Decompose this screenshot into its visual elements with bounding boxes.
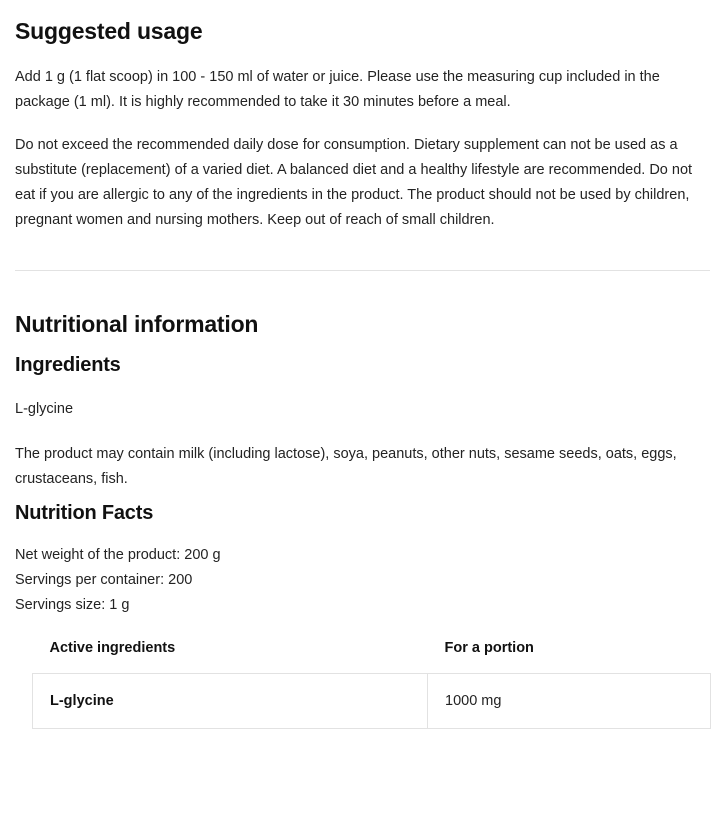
table-header-row xyxy=(33,640,711,674)
column-header-active-ingredients: Active ingredients xyxy=(49,640,176,656)
nutrition-facts-heading: Nutrition Facts xyxy=(15,502,154,524)
nutritional-information-heading: Nutritional information xyxy=(15,311,259,337)
page-title: Suggested usage xyxy=(15,18,203,44)
table-body xyxy=(33,674,711,729)
cell-ingredient-amount: 1000 mg xyxy=(428,674,711,729)
spacer xyxy=(15,338,710,354)
spacer xyxy=(15,492,710,502)
ingredients-list: L-glycine xyxy=(15,401,74,417)
cell-ingredient-name: L-glycine xyxy=(33,674,428,729)
allergens-paragraph: The product may contain milk (including lactose), soya, peanuts, other nuts, sesame seeds, oats, eggs, crustaceans, fish. xyxy=(15,446,677,487)
product-info-page xyxy=(0,18,725,729)
table-header xyxy=(33,640,711,674)
usage-instructions-paragraph: Add 1 g (1 flat scoop) in 100 - 150 ml of water or juice. Please use the measuring cup included in the package (1 ml). It is highly recommended to take it 30 minutes before a meal. xyxy=(15,69,660,110)
usage-warning-paragraph: Do not exceed the recommended daily dose for consumption. Dietary supplement can not be used as a substitute (replacement) of a varied diet. A balanced diet and a healthy lifestyle are recommended. Do not eat if you are allergic to any of the ingredients in the product. The product should not be used by children, pregnant women and nursing mothers. Keep out of reach of small children. xyxy=(15,137,693,228)
net-weight-line: Net weight of the product: 200 g xyxy=(15,547,221,563)
column-header-for-a-portion: For a portion xyxy=(444,640,534,656)
table-row xyxy=(33,674,711,729)
spacer xyxy=(15,271,710,293)
nutrition-facts-summary xyxy=(15,543,710,618)
ingredients-heading: Ingredients xyxy=(15,354,121,376)
servings-per-container-line: Servings per container: 200 xyxy=(15,572,193,588)
servings-size-line: Servings size: 1 g xyxy=(15,597,130,613)
nutrition-facts-table xyxy=(32,640,711,729)
